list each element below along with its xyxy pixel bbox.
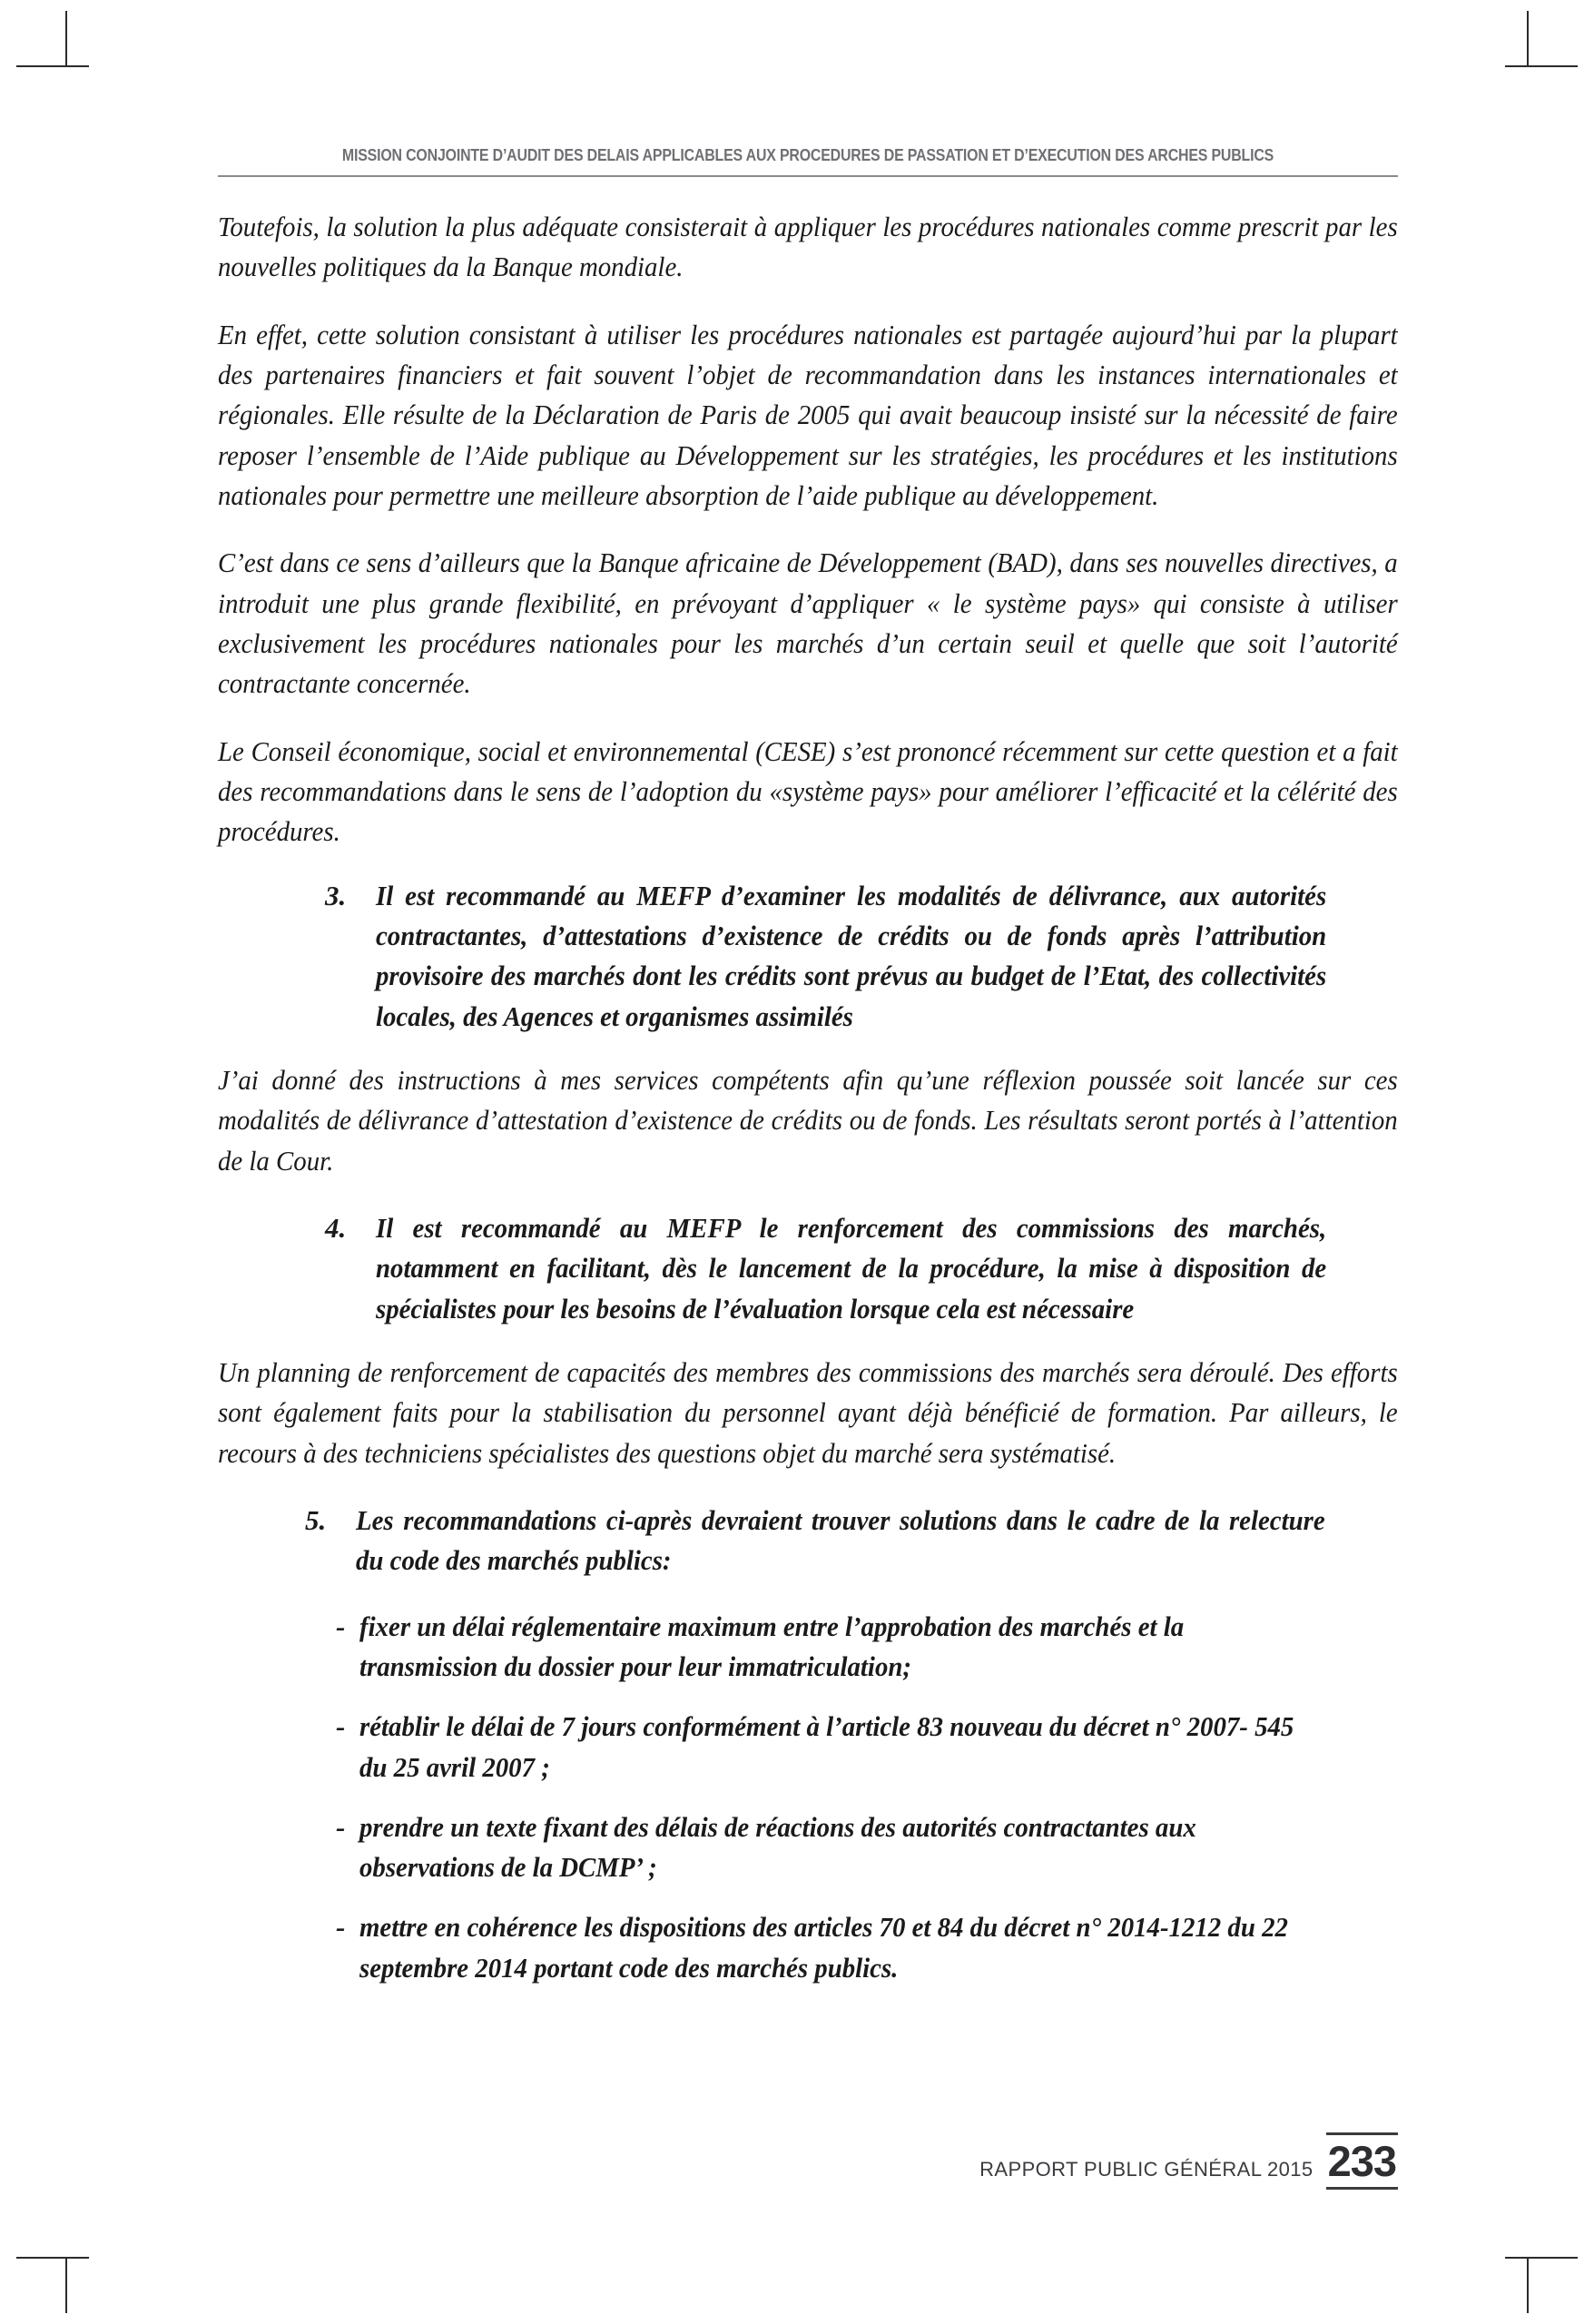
list-item <box>218 1907 1398 1988</box>
paragraph-4: Le Conseil économique, social et environnemental (CESE) s’est prononcé récemment sur cette question et a fait des recommandations dans le sens de l’adoption du «système pays» pour améliorer l’efficacité et la célérité des procédures. <box>218 734 1398 848</box>
recommendation-item-4 <box>218 1208 1398 1329</box>
page-footer <box>979 2132 1398 2190</box>
crop-mark-top-right-horizontal <box>1505 65 1578 67</box>
crop-mark-bottom-right-vertical <box>1527 2257 1529 2313</box>
crop-mark-bottom-left-vertical <box>65 2257 67 2313</box>
page-number: 233 <box>1327 2137 1396 2185</box>
recommendation-text: Les recommandations ci-après devraient trouver solutions dans le cadre de la relecture du code des marchés publics: <box>356 1503 1325 1577</box>
document-page <box>218 0 1398 2324</box>
crop-mark-top-left-vertical <box>65 11 67 67</box>
bullet-list <box>218 1607 1398 1989</box>
recommendation-number: 5. <box>305 1503 327 1536</box>
recommendation-number: 3. <box>325 879 347 911</box>
running-head-rule <box>218 175 1398 177</box>
list-item <box>218 1707 1398 1787</box>
document-body <box>218 207 1398 2008</box>
crop-mark-top-left-horizontal <box>16 65 89 67</box>
footer-label: RAPPORT PUBLIC GÉNÉRAL 2015 <box>979 2158 1314 2181</box>
recommendation-text: Il est recommandé au MEFP le renforcement des commissions des marchés, notamment en facilitant, dès le lancement de la procédure, la mise à disposition de spécialistes pour les besoins de l’évaluation lorsque cela est nécessaire <box>376 1211 1327 1324</box>
page-number-block <box>1326 2132 1398 2190</box>
running-head-text: MISSION CONJOINTE D’AUDIT DES DELAIS APPLICABLES AUX PROCEDURES DE PASSATION ET D’EXECUTION DES ARCHES PUBLICS <box>341 145 1274 164</box>
list-item-text: mettre en cohérence les dispositions des articles 70 et 84 du décret n° 2014-1212 du 22 septembre 2014 portant code des marchés publics. <box>359 1911 1288 1984</box>
dash-marker-icon: - <box>336 1610 346 1642</box>
list-item-text: prendre un texte fixant des délais de réactions des autorités contractantes aux observations de la DCMP’ ; <box>359 1810 1196 1884</box>
recommendation-number: 4. <box>325 1211 347 1244</box>
recommendation-item-3 <box>218 876 1398 1037</box>
dash-marker-icon: - <box>336 1810 346 1843</box>
list-item <box>218 1607 1398 1688</box>
list-item-text: rétablir le délai de 7 jours conformément à l’article 83 nouveau du décret n° 2007- 545 du 25 avril 2007 ; <box>359 1710 1294 1783</box>
running-head <box>218 145 1398 177</box>
recommendation-item-5 <box>218 1501 1398 1581</box>
crop-mark-bottom-left-horizontal <box>16 2257 89 2259</box>
paragraph-5: J’ai donné des instructions à mes services compétents afin qu’une réflexion poussée soit lancée sur ces modalités de délivrance d’attestation d’existence de crédits ou de fonds. Les résultats seront portés à l’attention de la Cour. <box>218 1063 1398 1177</box>
paragraph-6: Un planning de renforcement de capacités des membres des commissions des marchés sera déroulé. Des efforts sont également faits pour la stabilisation du personnel ayant déjà bénéficié de formation. Par ailleurs, le recours à des techniciens spécialistes des questions objet du marché sera systématisé. <box>218 1355 1398 1469</box>
paragraph-1: Toutefois, la solution la plus adéquate consisterait à appliquer les procédures nationales comme prescrit par les nouvelles politiques da la Banque mondiale. <box>218 211 1398 283</box>
paragraph-3: C’est dans ce sens d’ailleurs que la Banque africaine de Développement (BAD), dans ses nouvelles directives, a introduit une plus grande flexibilité, en prévoyant d’appliquer « le système pays» qui consiste à utiliser exclusivement les procédures nationales pour les marchés d’un certain seuil et quelle que soit l’autorité contractante concernée. <box>218 547 1398 700</box>
crop-mark-bottom-right-horizontal <box>1505 2257 1578 2259</box>
list-item <box>218 1807 1398 1888</box>
recommendation-text: Il est recommandé au MEFP d’examiner les modalités de délivrance, aux autorités contractantes, d’attestations d’existence de crédits ou de fonds après l’attribution provisoire des marchés dont les crédits sont prévus au budget de l’Etat, des collectivités locales, des Agences et organismes assimilés <box>376 879 1327 1032</box>
crop-mark-top-right-vertical <box>1527 11 1529 67</box>
dash-marker-icon: - <box>336 1911 346 1944</box>
list-item-text: fixer un délai réglementaire maximum entre l’approbation des marchés et la transmission du dossier pour leur immatriculation; <box>359 1610 1185 1682</box>
dash-marker-icon: - <box>336 1710 346 1743</box>
page-number-rule-bottom <box>1326 2187 1398 2190</box>
paragraph-2: En effet, cette solution consistant à utiliser les procédures nationales est partagée aujourd’hui par la plupart des partenaires financiers et fait souvent l’objet de recommandation dans les instances internationales et régionales. Elle résulte de la Déclaration de Paris de 2005 qui avait beaucoup insisté sur la nécessité de faire reposer l’ensemble de l’Aide publique au Développement sur les stratégies, les procédures et les institutions nationales pour permettre une meilleure absorption de l’aide publique au développement. <box>218 318 1398 511</box>
